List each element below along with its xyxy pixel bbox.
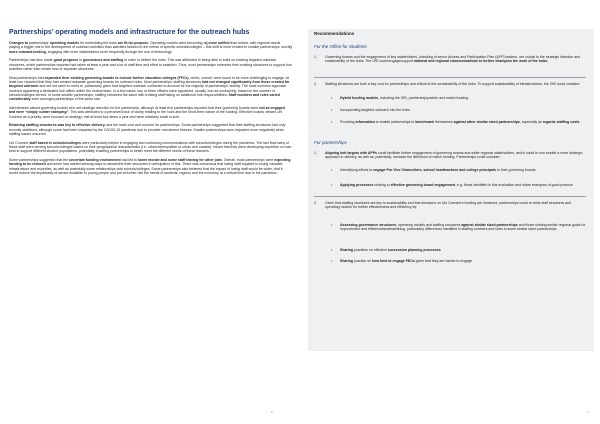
text-run: Aligning hub targets with APPs	[325, 151, 377, 155]
text-run: were particularly helpful in engaging and continuing communications with schools/colleges during the pandemic. The fact that many of these staff were serving schools/colleges based on their geographical characteristics (i.e. urban/metropolitan or urban and coastal), meant that they were developing expertise on how best to support different student populations, potentially enabling partnerships to better meet the different needs of these learners.	[9, 140, 292, 154]
partnerships-bullet	[325, 168, 586, 172]
text-run: Some partnerships suggested that the	[9, 158, 70, 162]
text-run: had led to	[120, 158, 138, 162]
text-run: lower morale and some staff leaving for other jobs	[137, 158, 222, 162]
text-run: b) more outward-looking,	[9, 45, 292, 54]
text-run: , e.g. those identified in this evaluation and share examples of good practice.	[454, 183, 574, 187]
list-text	[325, 151, 586, 160]
text-run: themselves	[434, 120, 454, 124]
bullet-text	[340, 108, 586, 112]
text-run: , operating models and staffing structures	[396, 223, 462, 227]
text-run: Intensifying efforts to	[340, 168, 374, 172]
text-run: and the main cost and concern for partnerships. Some partnerships suggested that their staffing structures had only recently stabilised, although some had been impacted by the COVID-19 pandemic due to provider recruitment freezes. Smaller partnerships were impacted more negatively when staffing issues occurred.	[9, 123, 286, 137]
text-run: succession planning processes	[387, 248, 441, 252]
body-paragraph	[9, 41, 292, 54]
text-run: uncertain funding environment	[69, 158, 121, 162]
text-run: against similar sized partnerships	[461, 223, 518, 227]
bullet-text	[340, 120, 586, 124]
text-run: practice on	[353, 259, 373, 263]
partnerships-bullet	[325, 223, 586, 232]
divider	[314, 196, 586, 197]
bullet-text	[340, 183, 586, 187]
body-paragraph	[9, 123, 292, 136]
body-paragraph	[9, 158, 292, 175]
text-run: . Overall, most partnerships were	[221, 158, 275, 162]
ofs-item-1	[314, 55, 586, 64]
text-run: Changes to	[9, 41, 29, 45]
section-title: Partnerships’ operating models and infrastructure for the outreach hubs	[9, 29, 250, 36]
body-paragraph	[9, 58, 292, 71]
text-run: , including the OfS, partnership/partner and match funding	[378, 96, 469, 100]
text-run: Staff numbers and roles varied considerably	[9, 93, 280, 102]
right-page	[300, 0, 600, 424]
bullet-text	[340, 168, 586, 172]
body-paragraph	[9, 106, 292, 119]
text-run: Partnerships had also made	[9, 58, 54, 63]
text-run: had not changed significantly from those created for targeted outreach	[9, 80, 290, 89]
partnerships-bullet	[325, 259, 586, 263]
text-run: .	[579, 120, 581, 124]
text-run: Sharing	[340, 248, 354, 252]
list-text	[325, 82, 586, 86]
text-run: than before, with regional needs playing a bigger role in the development of outreach activities than activities tailored to the needs of specific schools/colleges – this shift is more evident in smaller partnerships; and	[9, 41, 289, 50]
text-run: national and regional communications to further champion the work of the hubs.	[413, 59, 549, 64]
text-run: against other similar sized partnerships	[453, 120, 520, 124]
text-run: simply rubber stamping	[26, 110, 67, 115]
text-run: given that they are harder to engage.	[414, 259, 474, 263]
bullet-dot: •	[331, 168, 333, 172]
bullet-dot: •	[331, 223, 333, 227]
bullet-text	[340, 223, 586, 232]
body-paragraph	[9, 141, 292, 154]
text-run: , especially as	[519, 120, 543, 124]
text-run: Most partnerships had	[9, 75, 45, 80]
body-paragraph	[9, 76, 292, 102]
text-run: Given that staffing structures are key to sustainability and that decisions on Uni Connect’s funding are imminent, partnerships could re-think staff structures and operating models for further effectiveness and efficiency by:	[325, 201, 572, 210]
text-run: Governing boards and the engagement of key stakeholders, including of senior Access and Participation Plan (APP) leaders, are crucial to the strategic direction and sustainability of the hubs. The OfS could engage/support	[325, 55, 581, 64]
text-run: Incorporating targeted outreach into the hubs	[340, 108, 410, 112]
text-run: Interviewees valued governing boards who set strategic direction for the partnership, although at least five partnerships reported that their governing boards were	[9, 106, 260, 111]
bullet-text	[340, 96, 586, 100]
divider	[314, 77, 586, 78]
bullet-text	[340, 248, 586, 252]
left-body	[9, 41, 292, 180]
text-run: expecting funding to be reduced	[9, 158, 291, 167]
text-run: Operating models were becoming:	[149, 41, 205, 45]
list-number: 1.	[314, 151, 317, 155]
text-run: expanded their existing governing boards to include further education colleges (FFCs)	[44, 75, 189, 80]
list-number: 1.	[314, 55, 317, 59]
text-run: good progress	[53, 58, 79, 63]
partnerships-subheading: For partnerships	[314, 140, 347, 145]
list-number: 2.	[314, 201, 317, 205]
text-run: to their governing boards	[495, 168, 536, 172]
bullet-dot: •	[331, 96, 333, 100]
partnerships-bullet	[325, 183, 586, 187]
text-run: practices on effective	[353, 248, 388, 252]
text-run: and those sharing similar regional goals for improvement and efficiencies/streamlining, particularly differences identified in staffing numbers and roles in some similar sized partnerships	[340, 223, 586, 232]
ofs-bullet	[325, 96, 586, 100]
bullet-dot: •	[331, 248, 333, 252]
text-run: Uni Connect	[9, 140, 30, 145]
recommendations-heading: Recommendations	[314, 31, 355, 36]
partnerships-item-2	[314, 201, 586, 210]
bullet-text	[340, 259, 586, 263]
ofs-item-2	[314, 82, 586, 86]
bullet-dot: •	[331, 183, 333, 187]
text-run: , which, overall, were found to be more challenging to engage. At least four reported that they had created separate governing boards for outreach hubs. Most partnerships’ staffing structures	[9, 75, 289, 84]
text-run: and did not seem to need to, particularly given that targeted outreach continued to account for the majority of partnerships’ activity. The most common approach involved appointing a dedicated hub officer within the central team. In a few cases, two or three officers were appointed, usually, but not exclusively, based on the number of schools/colleges served. In some smaller partnerships, staffing remained the same with existing staff taking on additional hub responsibilities.	[9, 84, 287, 98]
list-number: 2.	[314, 82, 317, 86]
text-run: how best to engage FECs	[372, 259, 415, 263]
bullet-dot: •	[331, 108, 333, 112]
text-run: not as engaged and were “	[9, 106, 285, 115]
text-run: Staffing structures are both a key cost for partnerships and critical to the sustainability of the hubs. To support sustainability of infrastructures, the OfS could consider:	[325, 82, 581, 86]
text-run: for embedding the hubs	[79, 41, 118, 45]
page-number: 6	[271, 410, 273, 414]
text-run: operating models	[49, 41, 80, 45]
partnerships-bullet	[325, 248, 586, 252]
text-run: benchmark	[415, 120, 434, 124]
text-run: are fit-for-purpose.	[117, 41, 150, 45]
text-run: even amongst partnerships of the same size.	[30, 97, 102, 102]
text-run: and some had started seeking ways to streamline their structures in anticipation of this. There was consensus that losing staff equated to losing valuable infrastructure and expertise, as well as potentially some relationships with schools/colleges. Some partnerships also believed that the impact of losing staff would be wider; that it would reduce the impartiality of advice available to young people and put at further risk the needs of students, regions and the economy at a critical time due to the pandemic.	[9, 162, 283, 176]
partnerships-item-1	[314, 151, 586, 160]
text-run: could facilitate further engagement of governing boards and wider regional stakeholders, which could in turn enable a more strategic approach to delivery, as well as, potentially, increase the likelihood of match funding. Partnerships could consider:	[325, 151, 583, 160]
text-run: engaging with more stakeholders more frequently through the use of technology.	[46, 49, 173, 54]
list-text	[325, 201, 586, 210]
text-run: . This was attributed to a perceived lack of clarity relating to the hubs and the short-term nature of the funding. Effective boards viewed Uni Connect as a priority, were focused on strategy, met at least four times a year and were relatively small in size.	[9, 110, 283, 119]
bullet-dot: •	[331, 259, 333, 263]
page-number: 7	[587, 410, 589, 414]
text-run: relating to	[373, 183, 391, 187]
text-run: effective governing board engagement	[390, 183, 455, 187]
ofs-bullet	[325, 120, 586, 124]
ofs-bullet	[325, 108, 586, 112]
text-run: Sharing	[340, 259, 354, 263]
text-run: in	[78, 58, 83, 63]
text-run: in order to deliver the hubs. This was attributed to being able to build on existing targeted outreach structures, which partnerships reported had taken at least a year and a lot of staff time and effort to establish. Thus, most partnerships extended their existing structures to support hub activities rather than create new or separate structures.	[9, 58, 292, 72]
list-text	[325, 55, 586, 64]
text-run: information	[355, 120, 375, 124]
text-run: partnerships’	[28, 41, 50, 45]
text-run: to enable partnerships to	[374, 120, 416, 124]
ofs-subheading: For the Office for Students	[314, 44, 367, 49]
text-run: Applying processes	[340, 183, 374, 187]
text-run: regards staffing costs	[542, 120, 580, 124]
text-run: Providing	[340, 120, 356, 124]
text-run: ”	[66, 110, 69, 115]
bullet-dot: •	[331, 120, 333, 124]
text-run: Hybrid funding models	[340, 96, 379, 100]
text-run: Assessing governance structures	[340, 223, 397, 227]
text-run: governance and staffing	[82, 58, 124, 63]
text-run: staff based in schools/colleges	[29, 140, 81, 145]
text-run: engage Pro Vice Chancellors, school headteachers and college principals	[373, 168, 496, 172]
text-run: Retaining staffing structures was key to effective delivery,	[9, 123, 106, 128]
text-run: a) more unified	[204, 41, 230, 45]
